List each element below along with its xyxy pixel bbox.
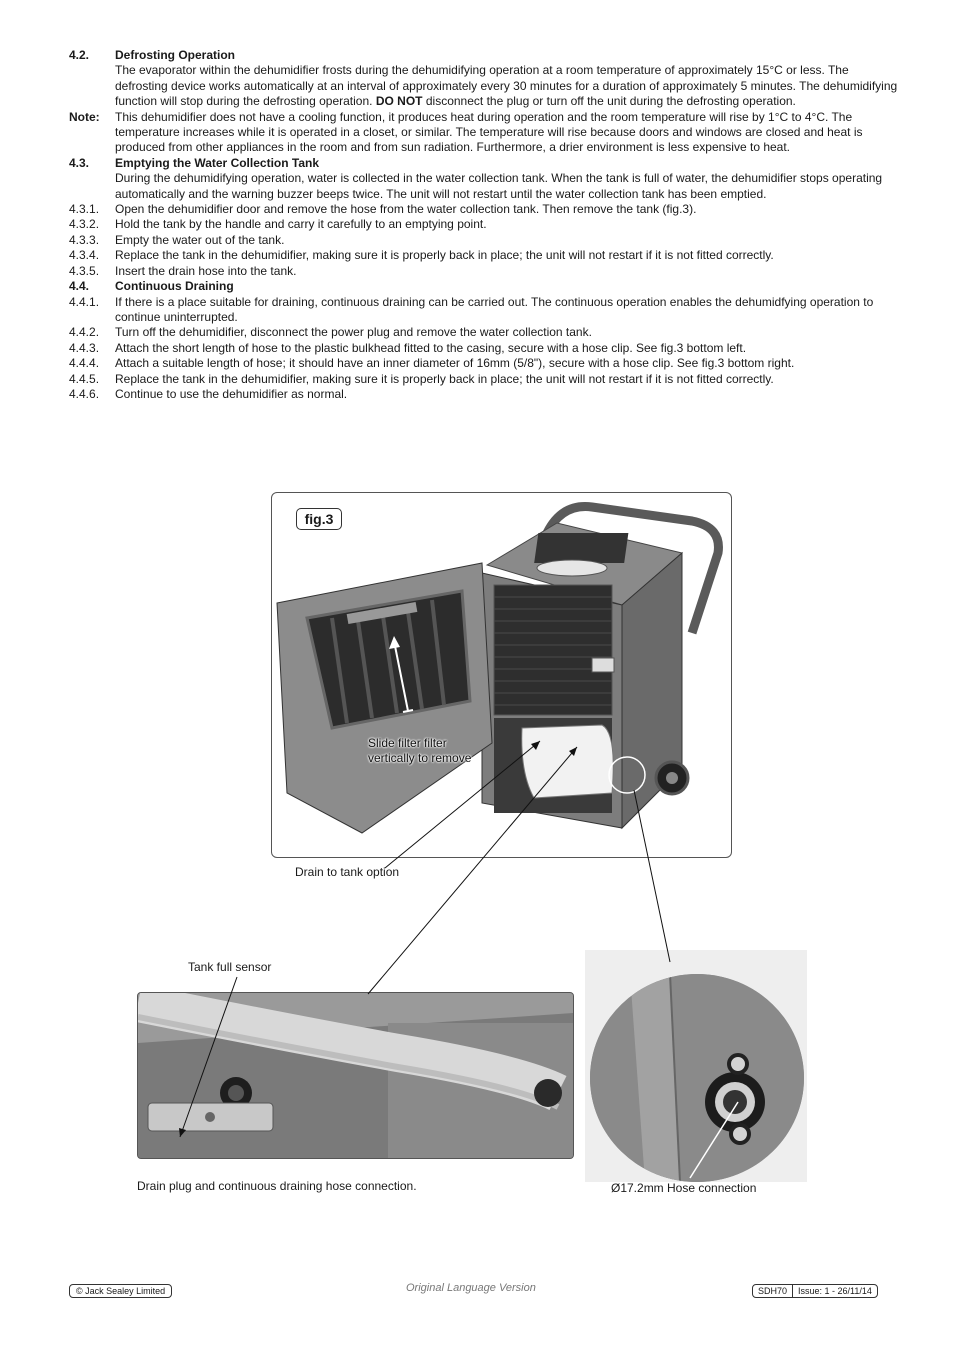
paragraph-text: This dehumidifier does not have a cooling function, it produces heat during operation and the room temperature will rise by 1°C to 4°C. The temperature increases while it is operated in a closet, or similar. The temperature will rise because doors and windows are closed and heat is produced from other appliances in the room and from sun radiation. Furthermore, a drier environment is less expensive to heat. bbox=[115, 109, 863, 155]
section-title: Continuous Draining bbox=[115, 279, 234, 294]
step-number: 4.4.5. bbox=[69, 371, 100, 386]
language-version: Original Language Version bbox=[406, 1282, 536, 1294]
step-number: 4.4.1. bbox=[69, 294, 100, 309]
step-text: Replace the tank in the dehumidifier, making sure it is properly back in place; the unit will not restart if it is not fitted correctly. bbox=[115, 248, 774, 263]
filter-caption-line: Slide filter filter bbox=[368, 736, 447, 750]
drain-plug-caption: Drain plug and continuous draining hose connection. bbox=[137, 1179, 417, 1193]
section-number: 4.4. bbox=[69, 279, 90, 294]
section-number: 4.2. bbox=[69, 48, 90, 62]
step-text: Continue to use the dehumidifier as normal. bbox=[115, 386, 348, 401]
step-number: 4.3.2. bbox=[69, 217, 100, 232]
copyright-box: © Jack Sealey Limited bbox=[69, 1284, 172, 1298]
paragraph-text-part: The evaporator within the dehumidifier frosts during the dehumidifying operation at a room temperature of approximately 15°C or less. The defrosting device works automatically at an interval of approximately every 30 minutes for a duration of approximately 5 minutes. The dehumidifying function will stop during the defrosting operation. bbox=[115, 63, 898, 109]
note-label: Note: bbox=[69, 109, 100, 124]
drain-to-tank-caption: Drain to tank option bbox=[295, 865, 400, 879]
paragraph-text: During the dehumidifying operation, water is collected in the water collection tank. When the tank is full of water, the dehumidifier stops operating automatically and the warning buzzer beeps twice. The unit will not restart until the water collection tank has been emptied. bbox=[115, 171, 883, 201]
step-number: 4.4.3. bbox=[69, 340, 100, 355]
figure-label: fig.3 bbox=[296, 508, 342, 530]
hose-connection-caption: Ø17.2mm Hose connection bbox=[611, 1181, 757, 1195]
step-number: 4.3.4. bbox=[69, 248, 100, 263]
section-number: 4.3. bbox=[69, 155, 90, 170]
step-text: Replace the tank in the dehumidifier, making sure it is properly back in place; the unit will not restart if it is not fitted correctly. bbox=[115, 371, 774, 386]
step-number: 4.4.2. bbox=[69, 325, 100, 340]
step-number: 4.4.4. bbox=[69, 356, 100, 371]
paragraph-text-part: disconnect the plug or turn off the unit during the defrosting operation. bbox=[425, 94, 796, 109]
issue-date: Issue: 1 - 26/11/14 bbox=[798, 1286, 872, 1296]
step-text: Attach the short length of hose to the plastic bulkhead fitted to the casing, secure with a hose clip. See fig.3 bottom left. bbox=[115, 340, 747, 355]
step-text: Open the dehumidifier door and remove the hose from the water collection tank. Then remove the tank (fig.3). bbox=[115, 202, 697, 217]
step-number: 4.3.3. bbox=[69, 232, 100, 247]
section-title: Defrosting Operation bbox=[115, 48, 236, 62]
step-number: 4.4.6. bbox=[69, 386, 100, 401]
step-text: Insert the drain hose into the tank. bbox=[115, 263, 297, 278]
section-title: Emptying the Water Collection Tank bbox=[115, 155, 320, 170]
step-number: 4.3.5. bbox=[69, 263, 100, 278]
tank-full-sensor-caption: Tank full sensor bbox=[188, 960, 272, 974]
document-reference bbox=[752, 1284, 878, 1298]
step-text: Attach a suitable length of hose; it should have an inner diameter of 16mm (5/8"), secure with a hose clip. See fig.3 bottom right. bbox=[115, 356, 795, 371]
step-text: If there is a place suitable for draining, continuous draining can be carried out. The continuous operation enables the dehumidfying operation to continue uninterrupted. bbox=[115, 294, 874, 324]
step-number: 4.3.1. bbox=[69, 202, 100, 217]
filter-caption-line: vertically to remove bbox=[368, 751, 472, 765]
step-text: Hold the tank by the handle and carry it carefully to an emptying point. bbox=[115, 217, 487, 232]
step-text: Empty the water out of the tank. bbox=[115, 232, 285, 247]
emphasis-text: DO NOT bbox=[375, 94, 423, 109]
model-number: SDH70 bbox=[753, 1285, 793, 1297]
step-text: Turn off the dehumidifier, disconnect the power plug and remove the water collection tank. bbox=[115, 325, 592, 340]
